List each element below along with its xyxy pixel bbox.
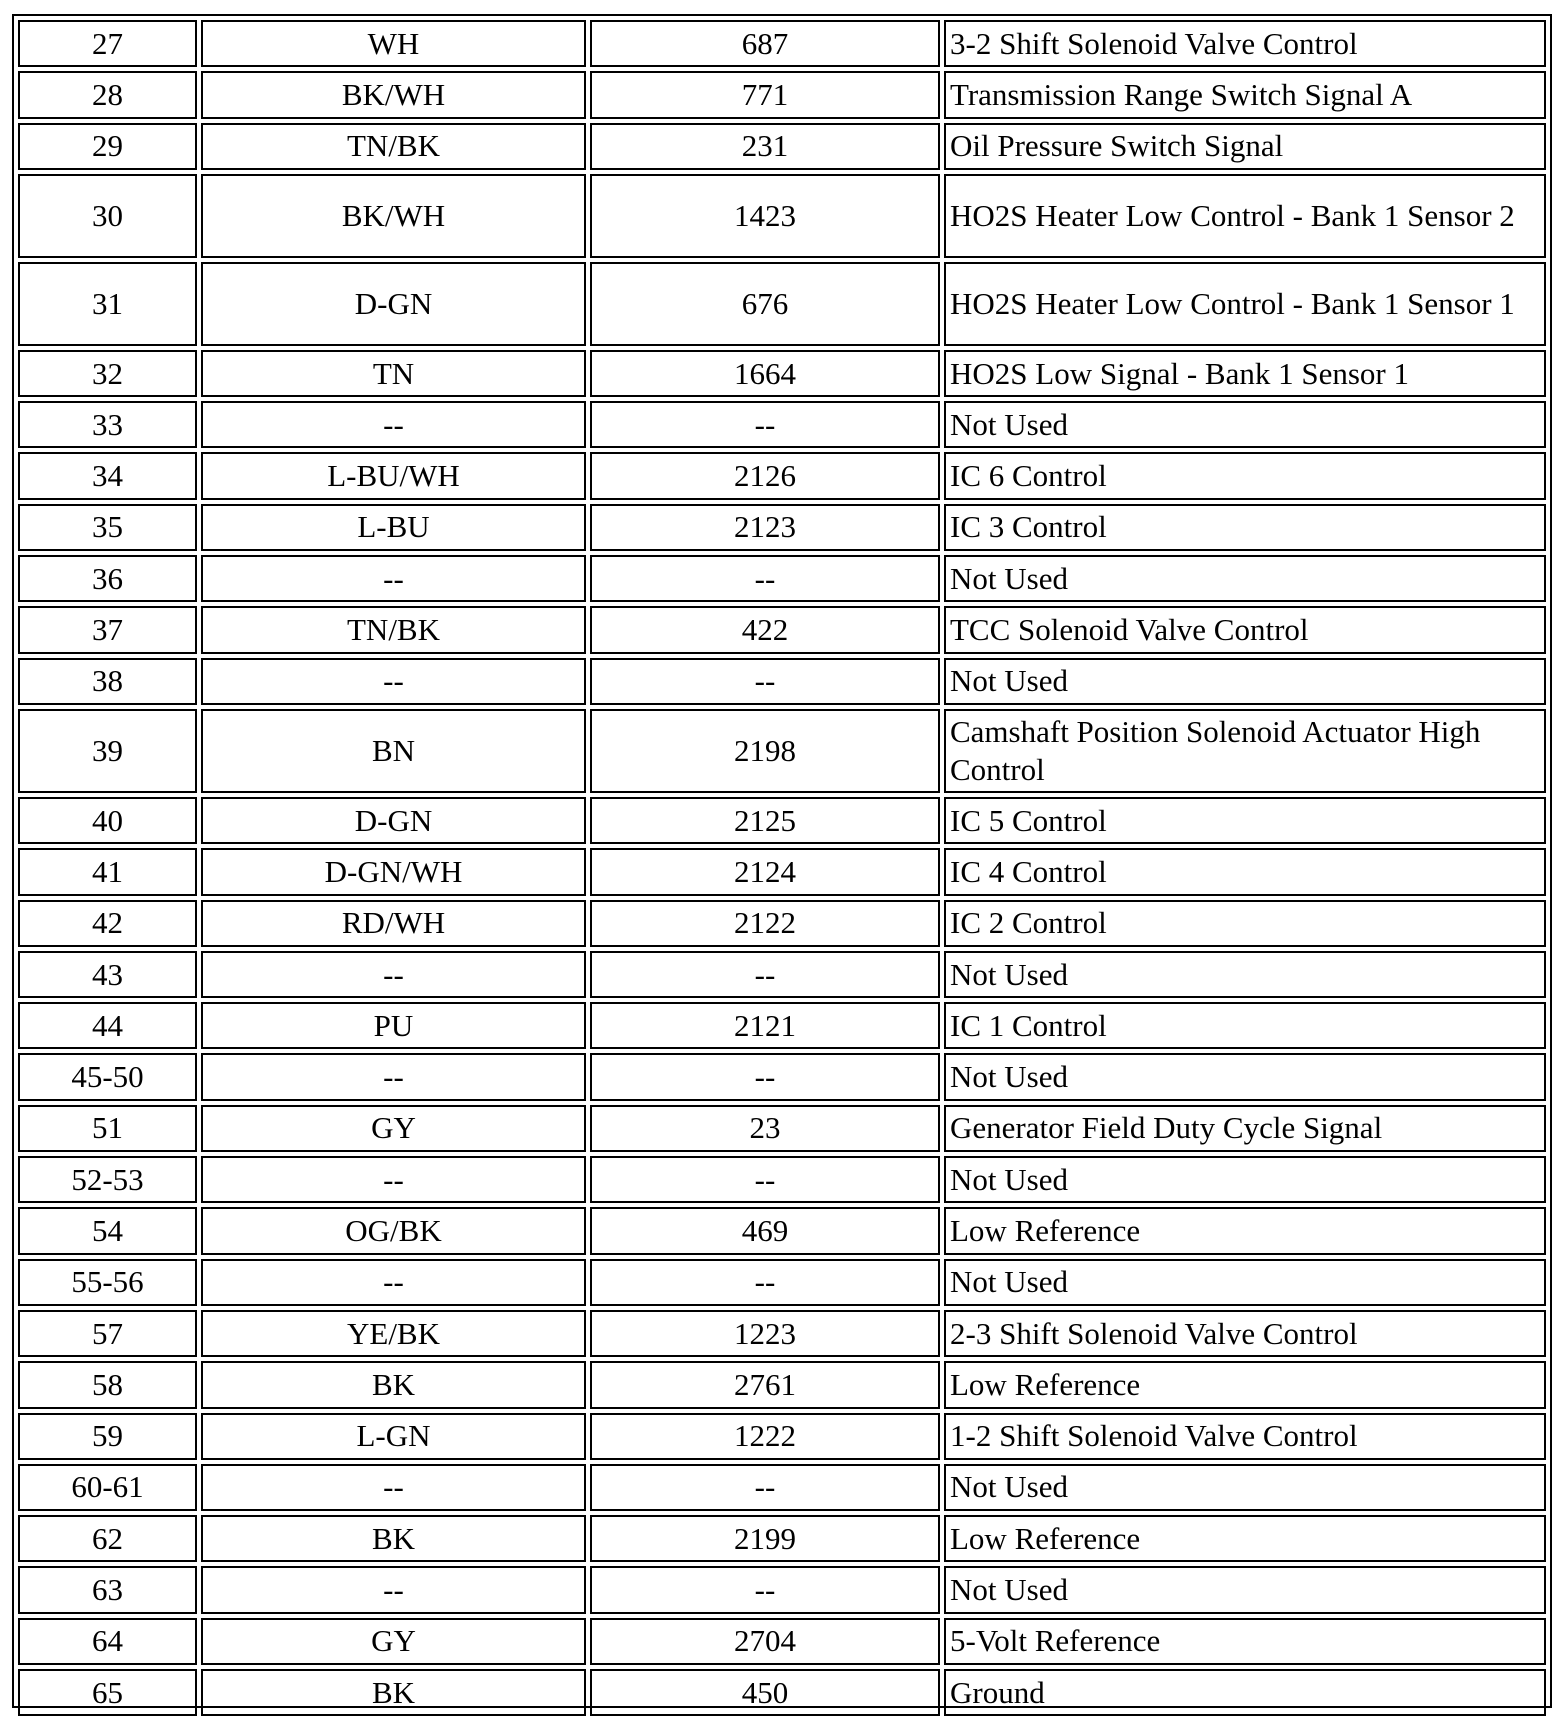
pin-number-cell: 27 (18, 20, 197, 67)
pin-number-cell: 37 (18, 606, 197, 653)
pin-number-cell: 34 (18, 452, 197, 499)
table-row (18, 606, 1546, 653)
wire-color-cell: BK (201, 1515, 586, 1562)
circuit-number-cell: -- (590, 1259, 940, 1306)
table-row (18, 709, 1546, 793)
circuit-number-cell: -- (590, 658, 940, 705)
wire-color-cell: L-BU/WH (201, 452, 586, 499)
table-row (18, 1105, 1546, 1152)
circuit-number-cell: 2199 (590, 1515, 940, 1562)
circuit-number-cell: 2704 (590, 1618, 940, 1665)
wire-color-cell: TN/BK (201, 606, 586, 653)
function-cell: Camshaft Position Solenoid Actuator High Control (944, 709, 1546, 793)
table-row (18, 797, 1546, 844)
table-row (18, 401, 1546, 448)
wire-color-cell: OG/BK (201, 1207, 586, 1254)
table-row (18, 555, 1546, 602)
function-cell: IC 1 Control (944, 1002, 1546, 1049)
pin-number-cell: 59 (18, 1413, 197, 1460)
pin-number-cell: 52-53 (18, 1156, 197, 1203)
function-cell: Oil Pressure Switch Signal (944, 123, 1546, 170)
function-cell: IC 2 Control (944, 900, 1546, 947)
wire-color-cell: GY (201, 1618, 586, 1665)
function-cell: Generator Field Duty Cycle Signal (944, 1105, 1546, 1152)
pin-number-cell: 38 (18, 658, 197, 705)
circuit-number-cell: -- (590, 1566, 940, 1613)
circuit-number-cell: 2124 (590, 848, 940, 895)
table-row (18, 71, 1546, 118)
wire-color-cell: -- (201, 658, 586, 705)
pin-number-cell: 28 (18, 71, 197, 118)
wire-color-cell: -- (201, 1156, 586, 1203)
pin-number-cell: 36 (18, 555, 197, 602)
table-row (18, 1310, 1546, 1357)
pin-number-cell: 33 (18, 401, 197, 448)
circuit-number-cell: 1423 (590, 174, 940, 258)
wire-color-cell: D-GN (201, 797, 586, 844)
wire-color-cell: BK (201, 1361, 586, 1408)
circuit-number-cell: 2198 (590, 709, 940, 793)
function-cell: HO2S Heater Low Control - Bank 1 Sensor 1 (944, 262, 1546, 346)
function-cell: 1-2 Shift Solenoid Valve Control (944, 1413, 1546, 1460)
circuit-number-cell: 422 (590, 606, 940, 653)
wire-color-cell: -- (201, 1259, 586, 1306)
table-row (18, 504, 1546, 551)
function-cell: 5-Volt Reference (944, 1618, 1546, 1665)
function-cell: TCC Solenoid Valve Control (944, 606, 1546, 653)
table-row (18, 350, 1546, 397)
function-cell: IC 6 Control (944, 452, 1546, 499)
table-row (18, 1361, 1546, 1408)
wire-color-cell: BK (201, 1669, 586, 1716)
wire-color-cell: -- (201, 555, 586, 602)
wire-color-cell: GY (201, 1105, 586, 1152)
circuit-number-cell: 2121 (590, 1002, 940, 1049)
circuit-number-cell: 450 (590, 1669, 940, 1716)
circuit-number-cell: 2125 (590, 797, 940, 844)
function-cell: HO2S Heater Low Control - Bank 1 Sensor 2 (944, 174, 1546, 258)
function-cell: Not Used (944, 1053, 1546, 1100)
circuit-number-cell: 469 (590, 1207, 940, 1254)
pin-number-cell: 54 (18, 1207, 197, 1254)
circuit-number-cell: -- (590, 555, 940, 602)
function-cell: Not Used (944, 401, 1546, 448)
circuit-number-cell: 676 (590, 262, 940, 346)
circuit-number-cell: 1223 (590, 1310, 940, 1357)
table-row (18, 20, 1546, 67)
table-row (18, 174, 1546, 258)
circuit-number-cell: 687 (590, 20, 940, 67)
circuit-number-cell: 1222 (590, 1413, 940, 1460)
table-row (18, 1669, 1546, 1716)
circuit-number-cell: -- (590, 951, 940, 998)
circuit-number-cell: 2122 (590, 900, 940, 947)
pin-number-cell: 40 (18, 797, 197, 844)
table-row (18, 848, 1546, 895)
pin-number-cell: 32 (18, 350, 197, 397)
table-row (18, 123, 1546, 170)
wire-color-cell: WH (201, 20, 586, 67)
pin-number-cell: 63 (18, 1566, 197, 1613)
circuit-number-cell: -- (590, 1464, 940, 1511)
function-cell: Not Used (944, 555, 1546, 602)
table-row (18, 452, 1546, 499)
circuit-number-cell: 771 (590, 71, 940, 118)
pin-number-cell: 30 (18, 174, 197, 258)
table-row (18, 1207, 1546, 1254)
connector-pinout-table (14, 16, 1550, 1720)
circuit-number-cell: -- (590, 1156, 940, 1203)
pin-number-cell: 42 (18, 900, 197, 947)
function-cell: IC 4 Control (944, 848, 1546, 895)
circuit-number-cell: 231 (590, 123, 940, 170)
function-cell: IC 3 Control (944, 504, 1546, 551)
function-cell: Low Reference (944, 1361, 1546, 1408)
wire-color-cell: -- (201, 1464, 586, 1511)
pin-number-cell: 35 (18, 504, 197, 551)
circuit-number-cell: 1664 (590, 350, 940, 397)
wire-color-cell: D-GN/WH (201, 848, 586, 895)
wire-color-cell: BK/WH (201, 174, 586, 258)
pin-number-cell: 57 (18, 1310, 197, 1357)
pin-number-cell: 64 (18, 1618, 197, 1665)
pinout-table-body (18, 20, 1546, 1716)
function-cell: Not Used (944, 1156, 1546, 1203)
pin-number-cell: 29 (18, 123, 197, 170)
function-cell: Low Reference (944, 1515, 1546, 1562)
pin-number-cell: 62 (18, 1515, 197, 1562)
function-cell: Ground (944, 1669, 1546, 1716)
wire-color-cell: L-BU (201, 504, 586, 551)
table-row (18, 1566, 1546, 1613)
wire-color-cell: PU (201, 1002, 586, 1049)
circuit-number-cell: 2126 (590, 452, 940, 499)
circuit-number-cell: -- (590, 1053, 940, 1100)
table-row (18, 262, 1546, 346)
pin-number-cell: 55-56 (18, 1259, 197, 1306)
table-row (18, 1413, 1546, 1460)
circuit-number-cell: -- (590, 401, 940, 448)
function-cell: HO2S Low Signal - Bank 1 Sensor 1 (944, 350, 1546, 397)
wire-color-cell: -- (201, 401, 586, 448)
pin-number-cell: 41 (18, 848, 197, 895)
wire-color-cell: BK/WH (201, 71, 586, 118)
circuit-number-cell: 23 (590, 1105, 940, 1152)
wire-color-cell: RD/WH (201, 900, 586, 947)
function-cell: IC 5 Control (944, 797, 1546, 844)
function-cell: Transmission Range Switch Signal A (944, 71, 1546, 118)
wire-color-cell: -- (201, 1053, 586, 1100)
pin-number-cell: 43 (18, 951, 197, 998)
table-row (18, 951, 1546, 998)
function-cell: Not Used (944, 1464, 1546, 1511)
function-cell: 2-3 Shift Solenoid Valve Control (944, 1310, 1546, 1357)
wire-color-cell: -- (201, 1566, 586, 1613)
table-row (18, 1464, 1546, 1511)
pin-number-cell: 44 (18, 1002, 197, 1049)
circuit-number-cell: 2761 (590, 1361, 940, 1408)
pin-number-cell: 60-61 (18, 1464, 197, 1511)
wire-color-cell: -- (201, 951, 586, 998)
pin-number-cell: 58 (18, 1361, 197, 1408)
table-row (18, 1002, 1546, 1049)
pin-number-cell: 51 (18, 1105, 197, 1152)
function-cell: Not Used (944, 658, 1546, 705)
table-row (18, 1618, 1546, 1665)
table-row (18, 658, 1546, 705)
function-cell: Not Used (944, 951, 1546, 998)
pin-number-cell: 45-50 (18, 1053, 197, 1100)
pinout-table-frame (12, 14, 1552, 1708)
wire-color-cell: L-GN (201, 1413, 586, 1460)
function-cell: Not Used (944, 1566, 1546, 1613)
pin-number-cell: 39 (18, 709, 197, 793)
function-cell: Low Reference (944, 1207, 1546, 1254)
wire-color-cell: TN (201, 350, 586, 397)
wire-color-cell: YE/BK (201, 1310, 586, 1357)
table-row (18, 900, 1546, 947)
table-row (18, 1053, 1546, 1100)
wire-color-cell: TN/BK (201, 123, 586, 170)
wire-color-cell: D-GN (201, 262, 586, 346)
function-cell: 3-2 Shift Solenoid Valve Control (944, 20, 1546, 67)
circuit-number-cell: 2123 (590, 504, 940, 551)
pin-number-cell: 31 (18, 262, 197, 346)
table-row (18, 1259, 1546, 1306)
function-cell: Not Used (944, 1259, 1546, 1306)
table-row (18, 1156, 1546, 1203)
pin-number-cell: 65 (18, 1669, 197, 1716)
table-row (18, 1515, 1546, 1562)
wire-color-cell: BN (201, 709, 586, 793)
